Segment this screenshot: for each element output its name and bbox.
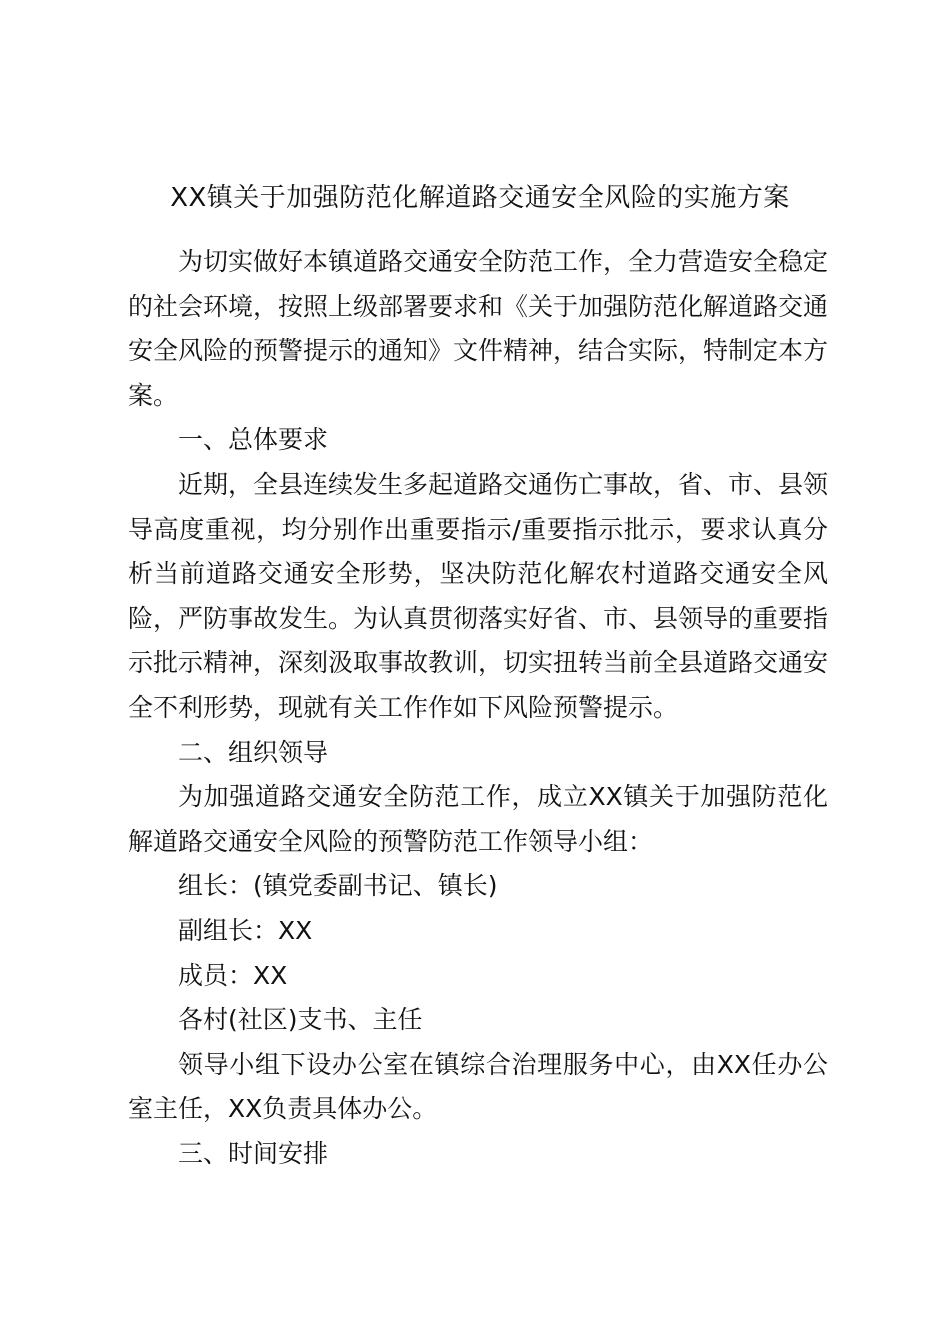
document-body [128, 240, 828, 1176]
deputy-leader-line: 副组长：XX [178, 915, 313, 945]
section-heading-schedule: 三、时间安排 [178, 1138, 329, 1168]
section-heading-organization: 二、组织领导 [178, 737, 329, 767]
office-paragraph: 领导小组下设办公室在镇综合治理服务中心，由XX任办公室主任，XX负责具体办公。 [128, 1049, 828, 1124]
village-members-line: 各村(社区)支书、主任 [178, 1005, 423, 1035]
overall-requirements-paragraph: 近期，全县连续发生多起道路交通伤亡事故，省、市、县领导高度重视，均分别作出重要指示/重要指示批示，要求认真分析当前道路交通安全形势，坚决防范化解农村道路交通安全风险，严防事故发生。为认真贯彻落实好省、市、县领导的重要指示批示精神，深刻汲取事故教训，切实扭转当前全县道路交通安全不利形势，现就有关工作作如下风险预警提示。 [128, 469, 829, 722]
intro-paragraph: 为切实做好本镇道路交通安全防范工作，全力营造安全稳定的社会环境，按照上级部署要求和《关于加强防范化解道路交通安全风险的预警提示的通知》文件精神，结合实际，特制定本方案。 [128, 247, 829, 410]
section-heading-overall-requirements: 一、总体要求 [178, 425, 329, 455]
members-line: 成员：XX [178, 960, 288, 990]
organization-paragraph: 为加强道路交通安全防范工作，成立XX镇关于加强防范化解道路交通安全风险的预警防范工作领导小组： [128, 782, 828, 856]
document-title: XX镇关于加强防范化解道路交通安全风险的实施方案 [170, 183, 790, 213]
group-leader-line: 组长：(镇党委副书记、镇长) [178, 871, 498, 901]
